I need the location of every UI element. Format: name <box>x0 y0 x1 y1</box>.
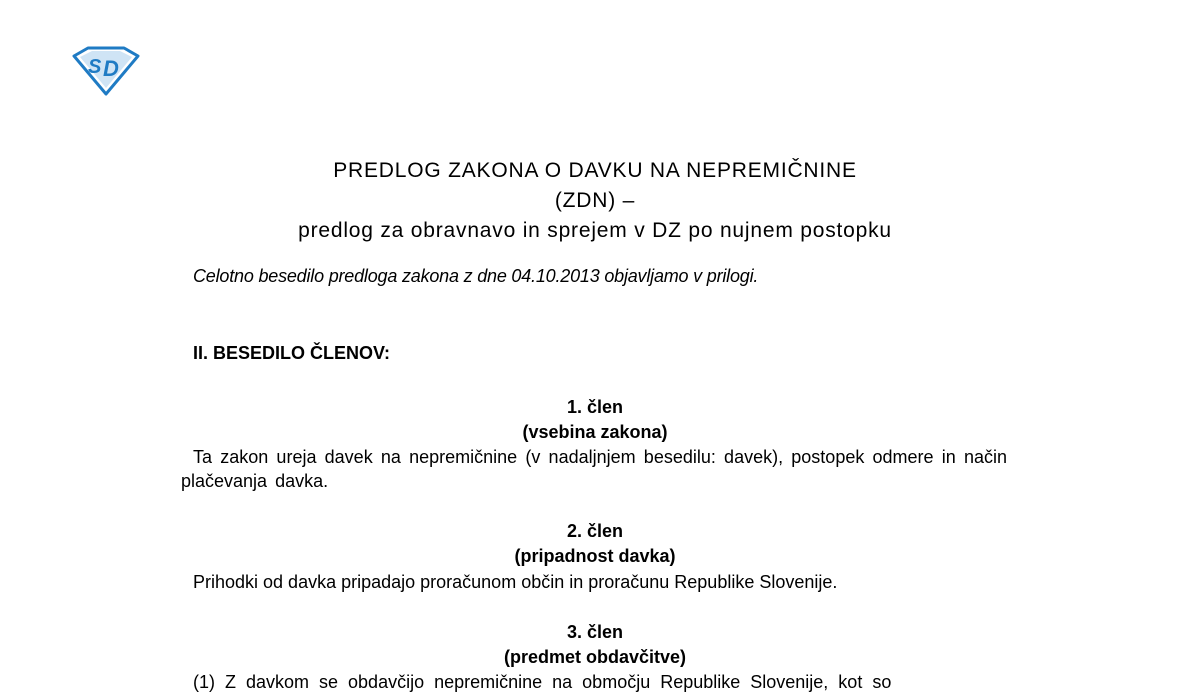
article-3-subtitle: (predmet obdavčitve) <box>503 647 687 667</box>
article-3-number: 3. člen <box>566 622 624 642</box>
svg-text:D: D <box>103 56 119 81</box>
svg-text:S: S <box>88 56 102 78</box>
article-1-number: 1. člen <box>566 397 624 417</box>
sd-party-logo-icon <box>72 46 140 96</box>
intro-text: Celotno besedilo predloga zakona z dne 04.10.2013 objavljamo v prilogi. <box>193 266 759 286</box>
section-heading: II. BESEDILO ČLENOV: <box>193 343 391 363</box>
document-title-line-3: predlog za obravnavo in sprejem v DZ po nujnem postopku <box>298 219 892 242</box>
article-2-text: Prihodki od davka pripadajo proračunom občin in proračunu Republike Slovenije. <box>193 572 838 592</box>
article-1-text: Ta zakon ureja davek na nepremičnine (v nadaljnjem besedilu: davek), postopek odmere in način plačevanja davka. <box>181 447 1007 491</box>
document-title-line-1: PREDLOG ZAKONA O DAVKU NA NEPREMIČNINE <box>333 159 857 182</box>
article-2-subtitle: (pripadnost davka) <box>514 546 676 566</box>
document-title-line-2: (ZDN) – <box>554 189 636 212</box>
article-1-subtitle: (vsebina zakona) <box>522 422 668 442</box>
article-3-text: (1) Z davkom se obdavčijo nepremičnine na območju Republike Slovenije, kot so <box>193 672 892 692</box>
article-2-number: 2. člen <box>566 521 624 541</box>
